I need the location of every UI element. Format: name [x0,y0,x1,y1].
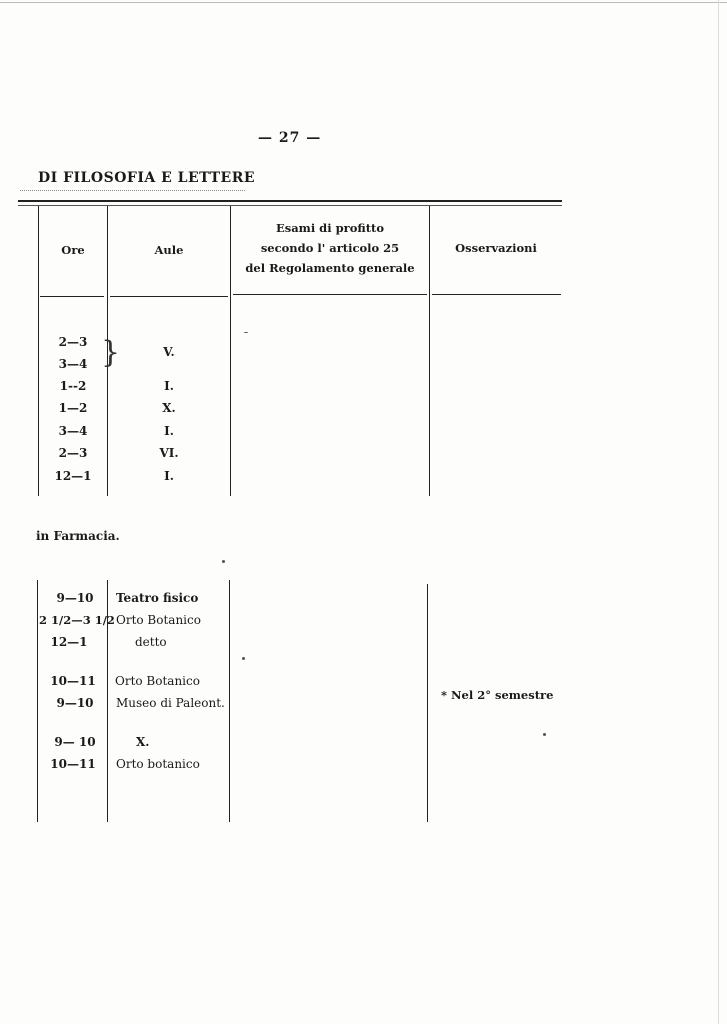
table2-room-6: X. [136,735,150,749]
table2-room-4: Orto Botanico [115,674,200,688]
note-semester: * Nel 2° semestre [441,688,554,702]
table1-hour-6: 2—3 [58,446,88,460]
table1-hour-3: 1--2 [59,379,87,393]
title-underline [20,190,245,191]
scan-speck [242,657,245,660]
table2-left-border [37,580,38,822]
table1-hour-2: 3—4 [58,357,88,371]
table2-hour-7: 10—11 [50,757,96,771]
table2-hour-2: 2 1/2—3 1/2 [39,613,115,627]
header-exams-line-2: secondo l' articolo 25 [260,241,400,255]
table1-room-4: I. [164,424,174,438]
header-underline-exams [233,294,427,295]
table2-room-3: detto [135,635,167,649]
table2-divider-3 [427,584,428,822]
table1-hour-7: 12—1 [54,469,92,483]
table-top-rule-thin [18,205,562,206]
table2-room-2: Orto Botanico [116,613,201,627]
header-underline-notes [432,294,561,295]
page-edge-line [0,2,727,3]
table2-hour-4: 10—11 [50,674,96,688]
page-edge-right [718,0,719,1024]
table2-divider-2 [229,580,230,822]
table2-room-5: Museo di Paleont. [116,696,225,710]
brace-symbol: } [101,335,121,370]
table2-hour-3: 12—1 [50,635,88,649]
table-top-rule [18,200,562,202]
header-exams-line-1: Esami di profitto [275,221,385,235]
table1-hour-1: 2—3 [58,335,88,349]
header-underline-rooms [110,296,228,297]
subheading: in Farmacia. [36,529,120,543]
table1-room-1: V. [163,345,175,359]
table1-room-6: I. [164,469,174,483]
table2-hour-6: 9— 10 [54,735,96,749]
table1-hour-4: 1—2 [58,401,88,415]
table2-hour-5: 9—10 [56,696,94,710]
scan-speck [543,733,546,736]
table1-hour-5: 3—4 [58,424,88,438]
table1-room-3: X. [162,401,176,415]
header-hours: Ore [61,243,85,257]
scan-speck [222,560,225,563]
header-notes: Osservazioni [455,241,537,255]
table1-left-border [38,206,39,496]
header-exams-line-3: del Regolamento generale [245,261,415,275]
page-number: — 27 — [258,130,322,146]
table1-divider-3 [429,206,430,496]
section-title: DI FILOSOFIA E LETTERE [38,170,255,186]
header-exams [232,218,428,278]
table2-hour-1: 9—10 [56,591,94,605]
table1-divider-2 [230,206,231,496]
header-rooms: Aule [154,243,184,257]
scan-speck [244,332,248,333]
header-underline-hours [40,296,104,297]
table1-room-2: I. [164,379,174,393]
table2-room-7: Orto botanico [116,757,200,771]
table1-room-5: VI. [159,446,179,460]
table2-room-1: Teatro fisico [116,591,199,605]
